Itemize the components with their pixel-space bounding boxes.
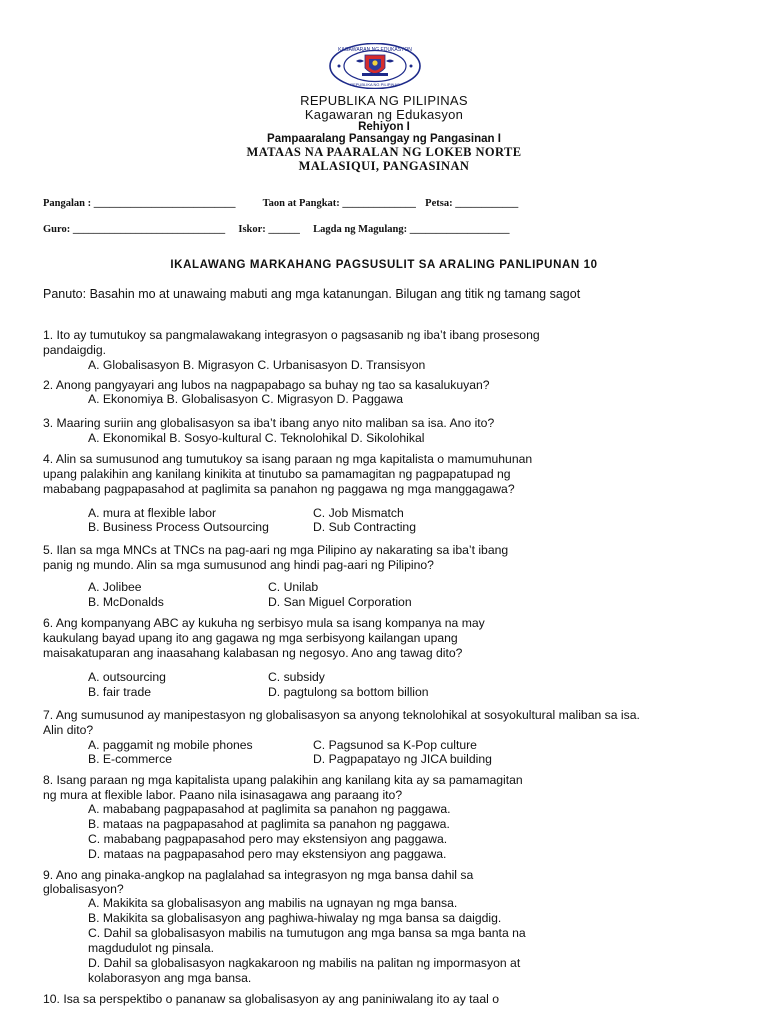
q10-line1: 10. Isa sa perspektibo o pananaw sa globalisasyon ay ang paniniwalang ito ay taal o: [43, 992, 499, 1006]
taon-pangkat-field[interactable]: Taon at Pangkat: ______________: [262, 198, 416, 209]
pangalan-field[interactable]: Pangalan : ___________________________: [43, 198, 236, 209]
q8-option-d: D. mataas na pagpapasahod pero may ekstensiyon ang paggawa.: [88, 847, 447, 861]
q6-option-b: B. fair trade: [88, 685, 151, 699]
q4-line3: mababang pagpapasahod at paglimita sa panahon ng paggawa ng mga manggagawa?: [43, 482, 515, 496]
guro-field[interactable]: Guro: _____________________________: [43, 224, 226, 235]
q4-line2: upang palakihin ang kanilang kinikita at tinutubo sa pamamagitan ng pagpapatupad ng: [43, 467, 511, 481]
header-rehiyon: Rehiyon I: [358, 121, 410, 133]
iskor-field[interactable]: Iskor: ______: [238, 224, 300, 235]
q7-option-c: C. Pagsunod sa K-Pop culture: [313, 738, 477, 752]
q5-line1: 5. Ilan sa mga MNCs at TNCs na pag-aari ng mga Pilipino ay nakarating sa iba’t ibang: [43, 543, 509, 557]
q5-option-c: C. Unilab: [268, 580, 319, 594]
q6-line1: 6. Ang kompanyang ABC ay kukuha ng serbisyo mula sa isang kompanya na may: [43, 616, 485, 630]
q9-option-c-line2: magdudulot ng pinsala.: [88, 941, 215, 955]
q7-option-d: D. Pagpapatayo ng JICA building: [313, 752, 492, 766]
petsa-field[interactable]: Petsa: ____________: [425, 198, 519, 209]
q4-option-b: B. Business Process Outsourcing: [88, 520, 269, 534]
q5-option-d: D. San Miguel Corporation: [268, 595, 412, 609]
q4-option-d: D. Sub Contracting: [313, 520, 416, 534]
exam-title: IKALAWANG MARKAHANG PAGSUSULIT SA ARALING PANLIPUNAN 10: [170, 259, 598, 271]
q9-line1: 9. Ano ang pinaka-angkop na paglalahad sa integrasyon ng mga bansa dahil sa: [43, 868, 474, 882]
q3-options: A. Ekonomikal B. Sosyo-kultural C. Teknolohikal D. Sikolohikal: [88, 431, 425, 445]
q5-line2: panig ng mundo. Alin sa mga sumusunod ang hindi pag-aari ng Pilipino?: [43, 558, 434, 572]
q5-option-a: A. Jolibee: [88, 580, 142, 594]
q6-line2: kaukulang bayad upang ito ang gagawa ng mga serbisyong kailangan upang: [43, 631, 458, 645]
q1-line1: 1. Ito ay tumutukoy sa pangmalawakang integrasyon o pagsasanib ng iba’t ibang prosesong: [43, 328, 540, 342]
q8-option-a: A. mababang pagpapasahod at paglimita sa panahon ng paggawa.: [88, 802, 451, 816]
q6-line3: maisakatuparan ang inaasahang kalabasan ng negosyo. Ano ang tawag dito?: [43, 646, 463, 660]
q9-option-c-line1: C. Dahil sa globalisasyon mabilis na tumutugon ang mga bansa sa mga banta na: [88, 926, 526, 940]
q9-line2: globalisasyon?: [43, 882, 124, 896]
q5-option-b: B. McDonalds: [88, 595, 164, 609]
deped-seal-icon: [329, 43, 421, 89]
q8-line1: 8. Isang paraan ng mga kapitalista upang palakihin ang kanilang kita ay sa pamamagitan: [43, 773, 523, 787]
q4-line1: 4. Alin sa sumusunod ang tumutukoy sa isang paraan ng mga kapitalista o mamumuhunan: [43, 452, 533, 466]
q8-option-b: B. mataas na pagpapasahod at paglimita sa panahon ng paggawa.: [88, 817, 450, 831]
q9-option-b: B. Makikita sa globalisasyon ang paghiwa-hiwalay ng mga bansa sa daigdig.: [88, 911, 502, 925]
q2-line1: 2. Anong pangyayari ang lubos na nagpapabago sa buhay ng tao sa kasalukuyan?: [43, 378, 490, 392]
q6-option-d: D. pagtulong sa bottom billion: [268, 685, 429, 699]
q7-option-a: A. paggamit ng mobile phones: [88, 738, 253, 752]
lagda-field[interactable]: Lagda ng Magulang: ___________________: [313, 224, 510, 235]
q8-option-c: C. mababang pagpapasahod pero may ekstensiyon ang paggawa.: [88, 832, 448, 846]
q9-option-a: A. Makikita sa globalisasyon ang mabilis na ugnayan ng mga bansa.: [88, 896, 458, 910]
q1-options: A. Globalisasyon B. Migrasyon C. Urbanisasyon D. Transisyon: [88, 358, 426, 372]
q6-option-a: A. outsourcing: [88, 670, 166, 684]
q9-option-d-line1: D. Dahil sa globalisasyon nagkakaroon ng mabilis na palitan ng impormasyon at: [88, 956, 521, 970]
q3-line1: 3. Maaring suriin ang globalisasyon sa iba’t ibang anyo nito maliban sa isa. Ano ito?: [43, 416, 495, 430]
q6-option-c: C. subsidy: [268, 670, 325, 684]
student-info-row-1: [43, 198, 518, 209]
q9-option-d-line2: kolaborasyon ang mga bansa.: [88, 971, 252, 985]
q4-option-a: A. mura at flexible labor: [88, 506, 217, 520]
header-republika: REPUBLIKA NG PILIPINAS: [300, 93, 468, 108]
header-division: Pampaaralang Pansangay ng Pangasinan I: [267, 133, 501, 145]
instructions: Panuto: Basahin mo at unawaing mabuti ang mga katanungan. Bilugan ang titik ng tamang sagot: [43, 287, 581, 301]
q7-line1: 7. Ang sumusunod ay manipestasyon ng globalisasyon sa anyong teknolohikal at sosyokultural maliban sa isa.: [43, 708, 640, 722]
header-location: MALASIQUI, PANGASINAN: [298, 159, 470, 173]
seal-ring-text-top: KAGAWARAN NG EDUKASYON: [338, 47, 412, 53]
q8-line2: ng mura at flexible labor. Paano nila isinasagawa ang paraang ito?: [43, 788, 403, 802]
q1-line2: pandaigdig.: [43, 343, 107, 357]
seal-ring-text-bottom: REPUBLIKA NG PILIPINAS: [350, 82, 400, 87]
header-school: MATAAS NA PAARALAN NG LOKEB NORTE: [246, 145, 522, 159]
q7-line2: Alin dito?: [43, 723, 94, 737]
q2-options: A. Ekonomiya B. Globalisasyon C. Migrasyon D. Paggawa: [88, 392, 403, 406]
header-kagawaran: Kagawaran ng Edukasyon: [304, 107, 464, 122]
student-info-row-2: [43, 224, 509, 235]
q4-option-c: C. Job Mismatch: [313, 506, 404, 520]
q7-option-b: B. E-commerce: [88, 752, 172, 766]
